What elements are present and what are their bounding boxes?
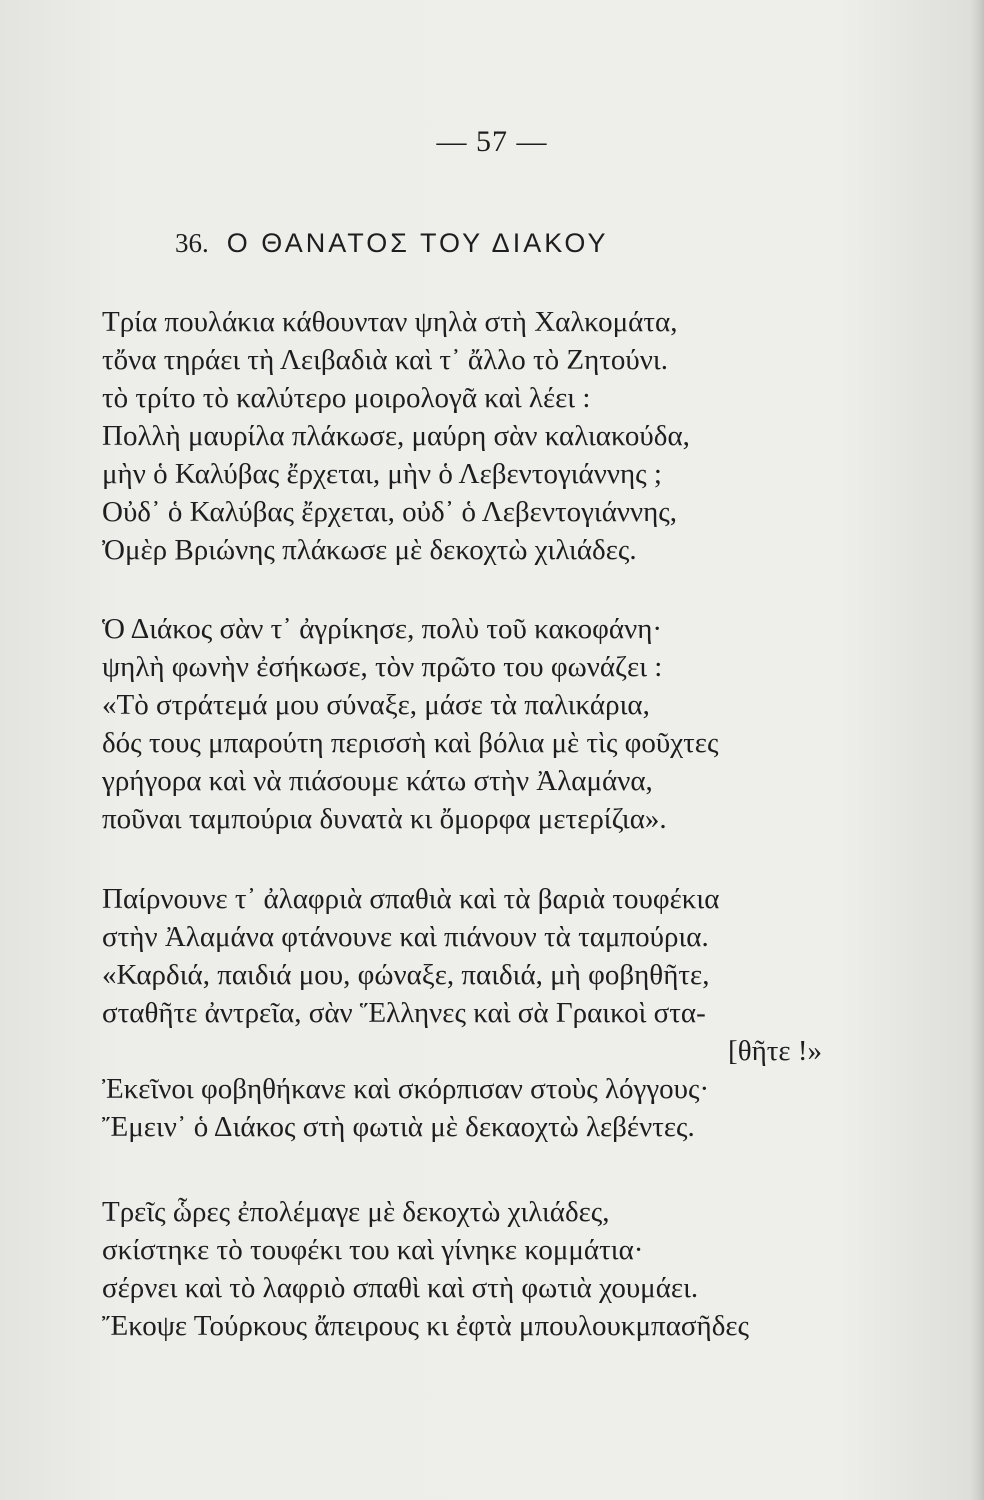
verse-line: τὄνα τηράει τὴ Λειβαδιὰ καὶ τ᾽ ἄλλο τὸ Ζητούνι. <box>102 344 668 376</box>
verse-line: ποῦναι ταμπούρια δυνατὰ κι ὄμορφα μετερίζια». <box>102 803 667 835</box>
verse-line: Ὁ Διάκος σὰν τ᾽ ἀγρίκησε, πολὺ τοῦ κακοφάνη· <box>102 613 663 645</box>
verse-line: δός τους μπαρούτη περισσὴ καὶ βόλια μὲ τὶς φοῦχτες <box>102 727 719 759</box>
verse-line: Πολλὴ μαυρίλα πλάκωσε, μαύρη σὰν καλιακούδα, <box>102 420 690 452</box>
verse-line: Ἔκοψε Τούρκους ἄπειρους κι ἐφτὰ μπουλουκμπασῆδες <box>102 1310 750 1342</box>
stanza-4 <box>102 1193 822 1345</box>
poem-number: 36. <box>175 228 209 258</box>
verse-line: «Καρδιά, παιδιά μου, φώναξε, παιδιά, μὴ φοβηθῆτε, <box>102 959 710 991</box>
verse-line: σταθῆτε ἀντρεῖα, σὰν Ἕλληνες καὶ σὰ Γραικοὶ στα- <box>102 997 706 1029</box>
verse-line: γρήγορα καὶ νὰ πιάσουμε κάτω στὴν Ἀλαμάνα, <box>102 765 653 797</box>
verse-line: σκίστηκε τὸ τουφέκι του καὶ γίνηκε κομμάτια· <box>102 1234 644 1266</box>
stanza-1 <box>102 303 822 569</box>
verse-line: Οὐδ᾽ ὁ Καλύβας ἔρχεται, οὐδ᾽ ὁ Λεβεντογιάννης, <box>102 496 678 528</box>
stanza-2 <box>102 610 822 838</box>
poem-title-text: Ο ΘΑΝΑΤΟΣ ΤΟΥ ΔΙΑΚΟΥ <box>226 228 609 258</box>
verse-line-continuation: [θῆτε !» <box>728 1035 822 1067</box>
verse-line: Ἔμειν᾽ ὁ Διάκος στὴ φωτιὰ μὲ δεκαοχτὼ λεβέντες. <box>102 1111 695 1143</box>
poem-title <box>175 228 795 259</box>
stanza-3 <box>102 880 822 1146</box>
verse-line: στὴν Ἀλαμάνα φτάνουνε καὶ πιάνουν τὰ ταμπούρια. <box>102 921 709 953</box>
verse-line: Ὀμὲρ Βριώνης πλάκωσε μὲ δεκοχτὼ χιλιάδες. <box>102 534 637 566</box>
verse-line: ψηλὴ φωνὴν ἐσήκωσε, τὸν πρῶτο του φωνάζει : <box>102 651 663 683</box>
verse-line: Ἐκεῖνοι φοβηθήκανε καὶ σκόρπισαν στοὺς λόγγους· <box>102 1073 710 1105</box>
page-edge-shadow <box>970 0 984 1500</box>
verse-line: «Τὸ στράτεμά μου σύναξε, μάσε τὰ παλικάρια, <box>102 689 650 721</box>
verse-line: τὸ τρίτο τὸ καλύτερο μοιρολογᾶ καὶ λέει : <box>102 382 591 414</box>
verse-line: σέρνει καὶ τὸ λαφριὸ σπαθὶ καὶ στὴ φωτιὰ χουμάει. <box>102 1272 699 1304</box>
verse-line: Τρία πουλάκια κάθουνταν ψηλὰ στὴ Χαλκομάτα, <box>102 306 678 338</box>
page-number: — 57 — <box>436 125 548 158</box>
verse-line: μὴν ὁ Καλύβας ἔρχεται, μὴν ὁ Λεβεντογιάννης ; <box>102 458 662 490</box>
verse-line: Τρεῖς ὧρες ἐπολέμαγε μὲ δεκοχτὼ χιλιάδες, <box>102 1196 610 1228</box>
verse-line: Παίρνουνε τ᾽ ἀλαφριὰ σπαθιὰ καὶ τὰ βαριὰ τουφέκια <box>102 883 720 915</box>
